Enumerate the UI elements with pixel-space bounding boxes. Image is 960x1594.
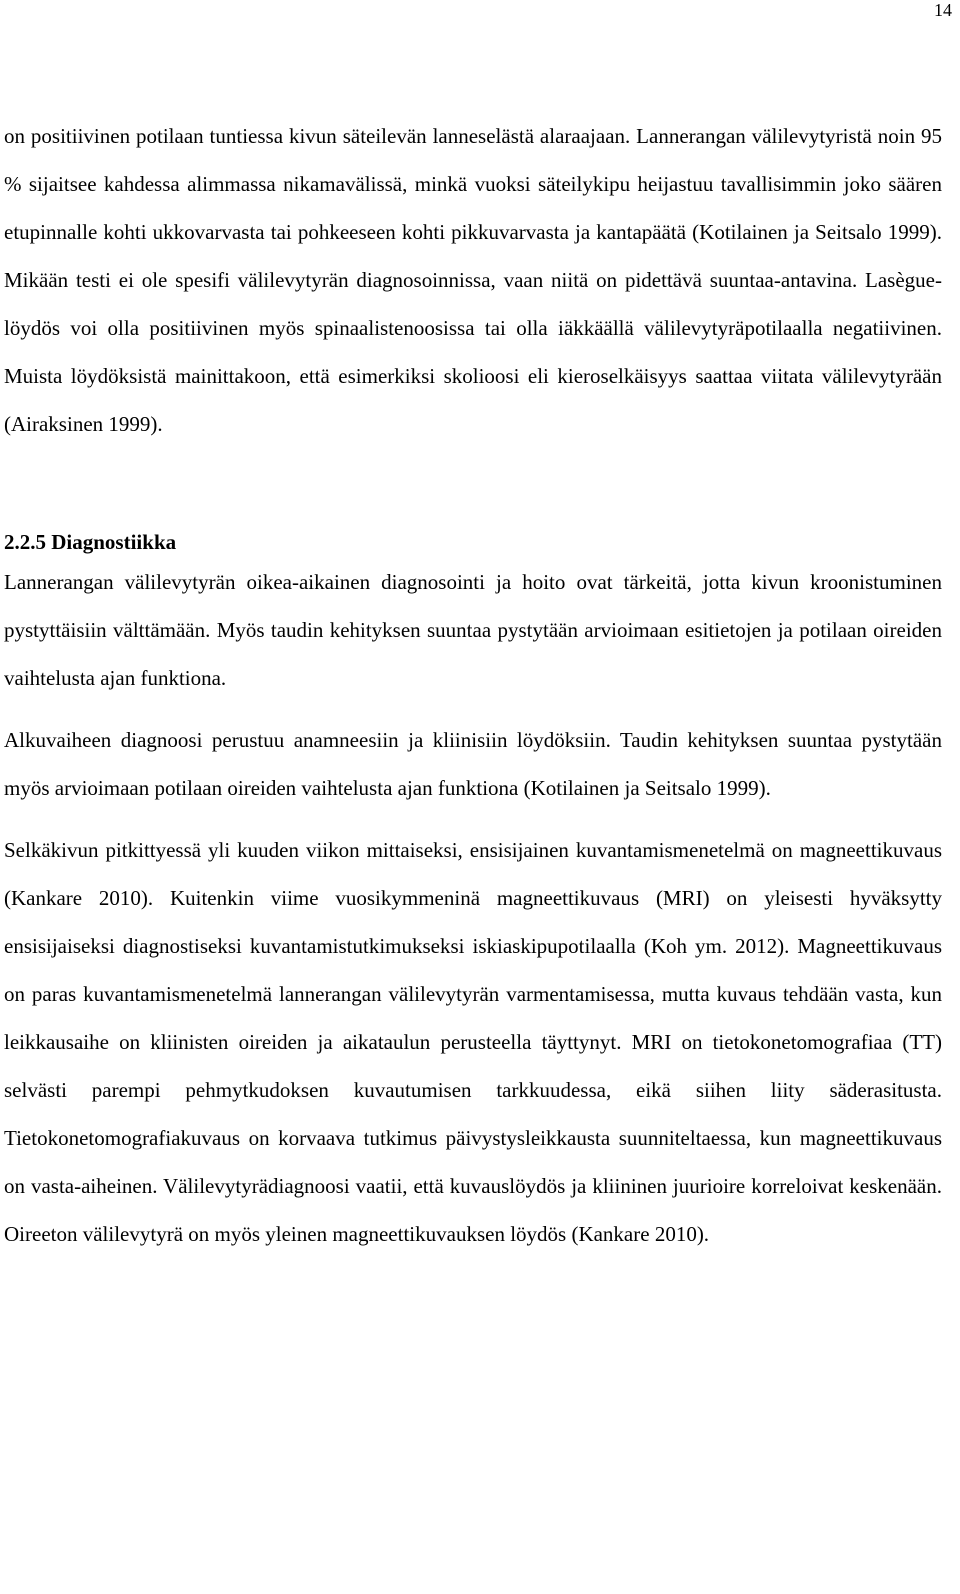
paragraph-spacer — [4, 812, 942, 826]
page-number: 14 — [934, 0, 952, 20]
paragraph-diagnostics-intro: Lannerangan välilevytyrän oikea-aikainen diagnosointi ja hoito ovat tärkeitä, jotta kivun kroonistuminen pystyttäisiin välttämään. Myös taudin kehityksen suuntaa pystytään arvioimaan esitietojen ja potilaan oireiden vaihtelusta ajan funktiona. — [4, 570, 942, 690]
section-spacer — [4, 448, 942, 526]
document-body — [4, 112, 942, 1258]
section-heading: 2.2.5 Diagnostiikka — [4, 530, 177, 554]
paragraph-imaging: Selkäkivun pitkittyessä yli kuuden viikon mittaiseksi, ensisijainen kuvantamismenetelmä on magneettikuvaus (Kankare 2010). Kuitenkin viime vuosikymmeninä magneettikuvaus (MRI) on yleisesti hyväksytty ensisijaiseksi diagnostiseksi kuvantamistutkimukseksi iskiaskipupotilaalla (Koh ym. 2012). Magneettikuvaus on paras kuvantamismenetelmä lannerangan välilevytyrän varmentamisessa, mutta kuvaus tehdään vasta, kun leikkausaihe on kliinisten oireiden ja aikataulun perusteella täyttynyt. MRI on tietokonetomografiaa (TT) selvästi parempi pehmytkudoksen kuvautumisen tarkkuudessa, eikä siihen liity säderasitusta. Tietokonetomografiakuvaus on korvaava tutkimus päivystysleikkausta suunniteltaessa, kun magneettikuvaus on vasta-aiheinen. Välilevytyrädiagnoosi vaatii, että kuvauslöydös ja kliininen juurioire korreloivat keskenään. Oireeton välilevytyrä on myös yleinen magneettikuvauksen löydös (Kankare 2010). — [4, 838, 942, 1246]
paragraph-spacer — [4, 702, 942, 716]
paragraph-early-diagnosis: Alkuvaiheen diagnoosi perustuu anamneesiin ja kliinisiin löydöksiin. Taudin kehityksen suuntaa pystytään myös arvioimaan potilaan oireiden vaihtelusta ajan funktiona (Kotilainen ja Seitsalo 1999). — [4, 728, 942, 800]
paragraph-continuation: on positiivinen potilaan tuntiessa kivun säteilevän lanneselästä alaraajaan. Lannerangan välilevytyristä noin 95 % sijaitsee kahdessa alimmassa nikamavälissä, minkä vuoksi säteilykipu heijastuu tavallisimmin joko säären etupinnalle kohti ukkovarvasta tai pohkeeseen kohti pikkuvarvasta ja kantapäätä (Kotilainen ja Seitsalo 1999). Mikään testi ei ole spesifi välilevytyrän diagnosoinnissa, vaan niitä on pidettävä suuntaa-antavina. Lasègue-löydös voi olla positiivinen myös spinaalistenoosissa tai olla iäkkäällä välilevytyräpotilaalla negatiivinen. Muista löydöksistä mainittakoon, että esimerkiksi skolioosi eli kieroselkäisyys saattaa viitata välilevytyrään (Airaksinen 1999). — [4, 124, 942, 436]
